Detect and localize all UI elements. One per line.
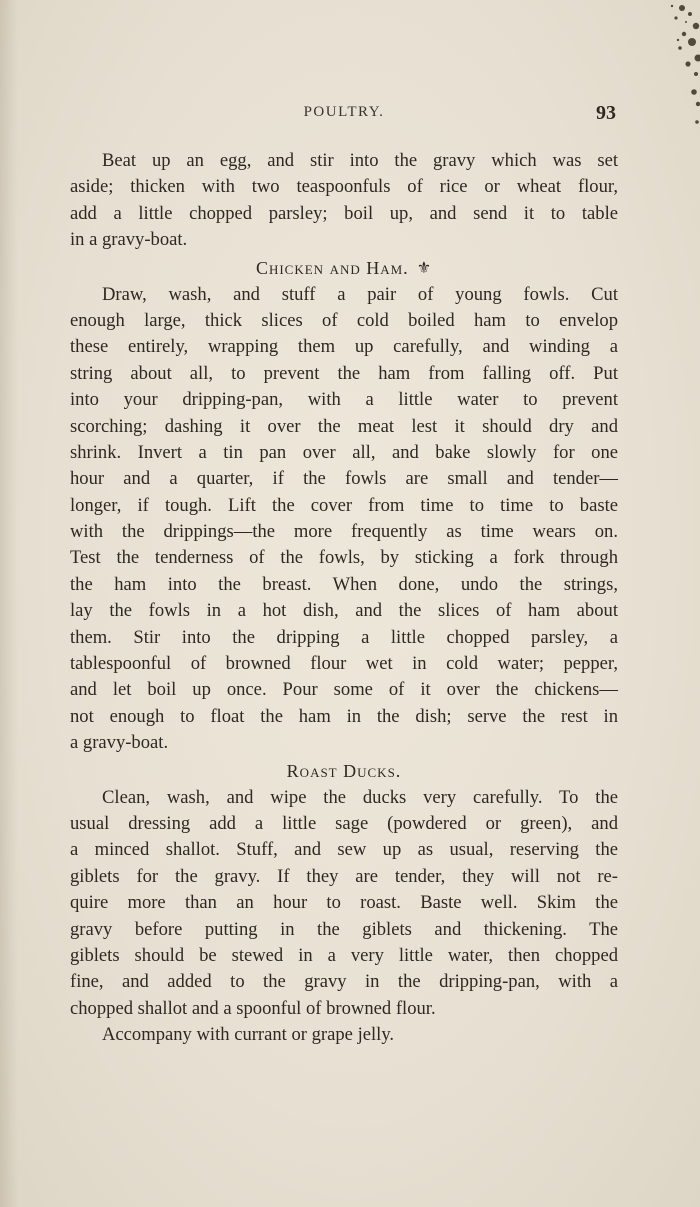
text-line: Draw, wash, and stuff a pair of young fowls. Cut [102, 283, 618, 305]
text-line: them. Stir into the dripping a little chopped parsley, a [70, 626, 618, 648]
text-line: chopped shallot and a spoonful of browned flour. [70, 997, 436, 1019]
text-line: with the drippings—the more frequently as time wears on. [70, 521, 618, 543]
text-line: Clean, wash, and wipe the ducks very carefully. To the [102, 786, 618, 808]
text-line: aside; thicken with two teaspoonfuls of rice or wheat flour, [70, 176, 618, 198]
binding-shadow [0, 0, 18, 1207]
text-line: not enough to float the ham in the dish; serve the rest in [70, 705, 618, 727]
text-line: usual dressing add a little sage (powdered or green), and [70, 812, 618, 834]
text-line: and let boil up once. Pour some of it over the chickens— [70, 679, 618, 701]
running-head: POULTRY. [303, 104, 385, 120]
text-line: Accompany with currant or grape jelly. [102, 1024, 395, 1046]
text-line: tablespoonful of browned flour wet in cold water; pepper, [70, 653, 618, 675]
paragraph-accompaniment [70, 1022, 618, 1048]
section-heading-chicken-and-ham [70, 254, 618, 282]
paragraph-chicken-and-ham [70, 282, 618, 757]
page-body [70, 148, 618, 1049]
text-line: gravy before putting in the giblets and thickening. The [70, 918, 618, 940]
text-line: shrink. Invert a tin pan over all, and bake slowly for one [70, 441, 618, 463]
text-line: Beat up an egg, and stir into the gravy which was set [102, 150, 618, 171]
text-line: giblets should be stewed in a very little water, then chopped [70, 944, 618, 966]
text-line: giblets for the gravy. If they are tender, they will not re- [70, 865, 618, 887]
text-line: enough large, thick slices of cold boiled ham to envelop [70, 309, 618, 331]
text-line: into your dripping-pan, with a little water to prevent [70, 389, 618, 411]
text-line: a gravy-boat. [70, 732, 169, 754]
ink-stain-marks [610, 0, 700, 140]
paragraph-roast-ducks [70, 785, 618, 1023]
text-line: lay the fowls in a hot dish, and the slices of ham about [70, 600, 618, 622]
text-line: scorching; dashing it over the meat lest it should dry and [70, 415, 618, 437]
section-title: Chicken and Ham. [255, 257, 409, 278]
page-number: 93 [596, 102, 616, 124]
text-line: add a little chopped parsley; boil up, and send it to table [70, 202, 618, 224]
text-line: string about all, to prevent the ham from falling off. Put [70, 362, 618, 384]
text-line: fine, and added to the gravy in the dripping-pan, with a [70, 971, 618, 993]
paragraph-gravy-instructions [70, 148, 618, 254]
page-header [70, 104, 618, 128]
text-line: Test the tenderness of the fowls, by sticking a fork through [70, 547, 618, 569]
section-title: Roast Ducks. [286, 760, 402, 781]
text-line: these entirely, wrapping them up carefully, and winding a [70, 336, 618, 358]
cross-ornament-icon: ⚜ [416, 259, 433, 277]
text-line: the ham into the breast. When done, undo the strings, [70, 573, 618, 595]
text-line: hour and a quarter, if the fowls are small and tender— [70, 468, 618, 490]
text-line: longer, if tough. Lift the cover from time to time to baste [70, 494, 618, 516]
section-heading-roast-ducks [70, 757, 618, 785]
text-line: quire more than an hour to roast. Baste well. Skim the [70, 892, 618, 914]
text-line: a minced shallot. Stuff, and sew up as usual, reserving the [70, 839, 618, 861]
text-line: in a gravy-boat. [70, 229, 188, 251]
